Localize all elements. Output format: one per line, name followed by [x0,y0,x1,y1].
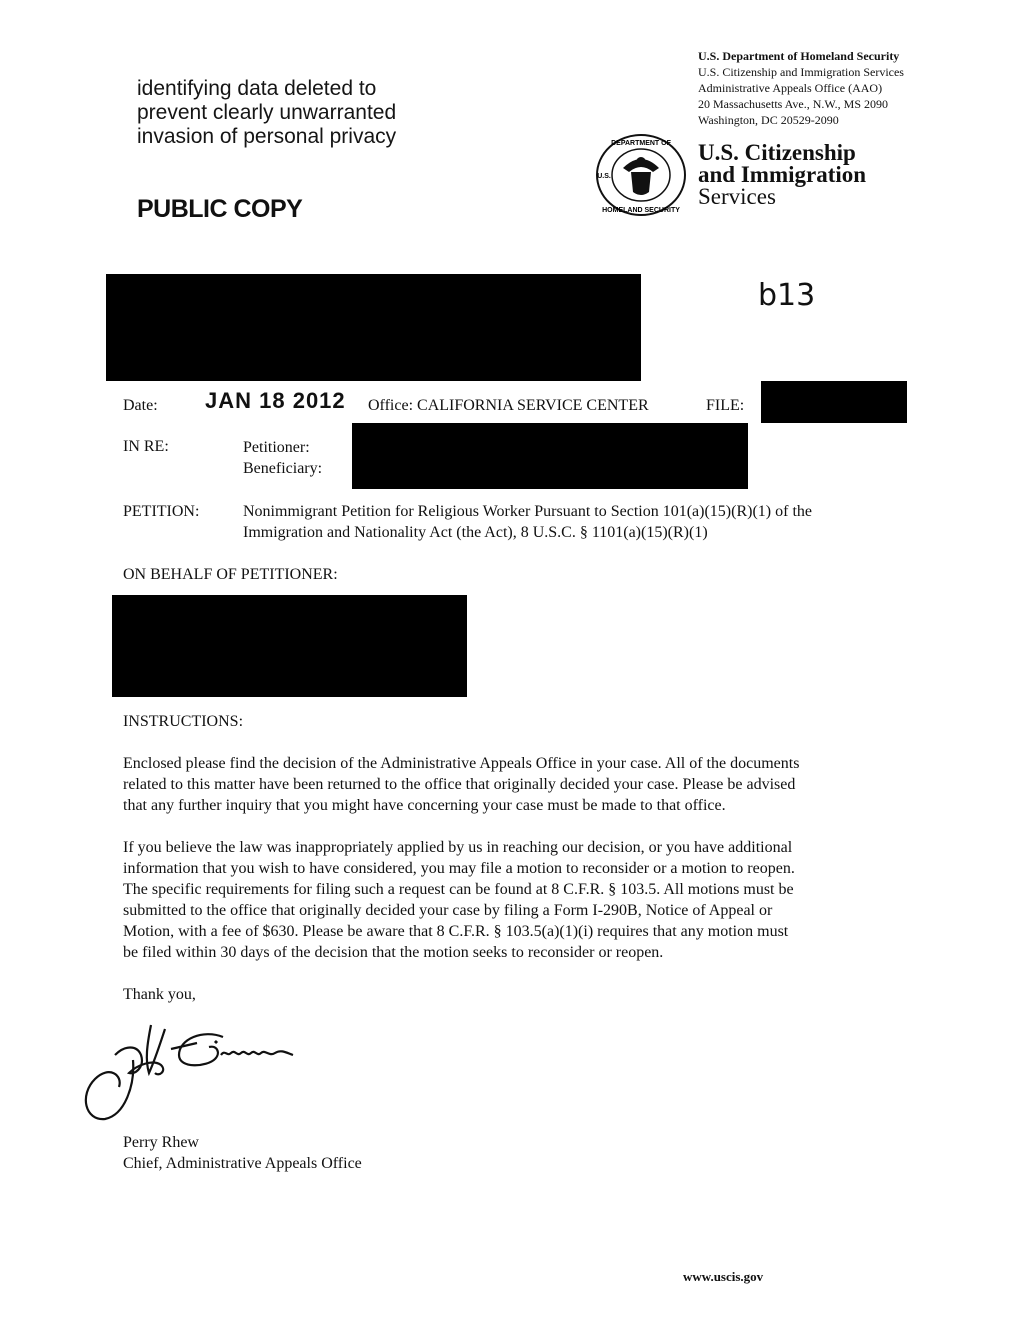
paragraph-line: Enclosed please find the decision of the Administrative Appeals Office in your case. All of the documents [123,755,800,772]
petition-label: PETITION: [123,503,200,520]
petition-description [243,501,923,543]
department-name: U.S. Department of Homeland Security [698,49,900,63]
privacy-stamp-line: prevent clearly unwarranted [137,101,397,124]
petition-line: Nonimmigrant Petition for Religious Worker Pursuant to Section 101(a)(15)(R)(1) of the [243,503,812,520]
office-label: Office: CALIFORNIA SERVICE CENTER [368,397,649,414]
agency-line: and Immigration [698,162,867,187]
paragraph-line: that any further inquiry that you might have concerning your case must be made to that office. [123,797,726,814]
date-label: Date: [123,397,158,414]
redaction-block [761,381,907,423]
website-link[interactable]: www.uscis.gov [683,1269,764,1284]
public-copy-stamp: PUBLIC COPY [137,195,303,223]
agency-line: U.S. Citizenship [698,140,856,165]
redaction-block [106,274,641,381]
paragraph-line: related to this matter have been returned to the office that originally decided your case. Please be advised [123,776,796,793]
letterhead-address [698,49,904,128]
paragraph-line: Motion, with a fee of $630. Please be aware that 8 C.F.R. § 103.5(a)(1)(i) requires that any motion must [123,923,789,940]
petition-line: Immigration and Nationality Act (the Act), 8 U.S.C. § 1101(a)(15)(R)(1) [243,524,708,541]
seal-text-bottom: HOMELAND SECURITY [602,207,680,214]
instructions-heading: INSTRUCTIONS: [123,713,244,730]
signer-title: Chief, Administrative Appeals Office [123,1155,362,1172]
paragraph-line: information that you wish to have considered, you may file a motion to reconsider or a motion to reopen. [123,860,795,877]
privacy-stamp-line: identifying data deleted to [137,77,377,100]
closing: Thank you, [123,986,196,1003]
address-line: Washington, DC 20529-2090 [698,113,839,127]
petitioner-label: Petitioner: [243,439,310,456]
privacy-stamp-line: invasion of personal privacy [137,125,397,148]
address-line: 20 Massachusetts Ave., N.W., MS 2090 [698,97,888,111]
file-label: FILE: [706,397,745,414]
on-behalf-label: ON BEHALF OF PETITIONER: [123,566,338,583]
redaction-block [112,595,467,697]
in-re-label: IN RE: [123,438,169,455]
instructions-paragraph-1 [123,753,913,816]
seal-text-top: DEPARTMENT OF [611,140,671,147]
beneficiary-label: Beneficiary: [243,460,323,477]
paragraph-line: submitted to the office that originally decided your case by filing a Form I-290B, Notice of Appeal or [123,902,773,919]
address-line: U.S. Citizenship and Immigration Services [698,65,904,79]
paragraph-line: If you believe the law was inappropriately applied by us in reaching our decision, or you have additional [123,839,793,856]
paragraph-line: be filed within 30 days of the decision that the motion seeks to reconsider or reopen. [123,944,664,961]
date-stamp: JAN 18 2012 [205,388,346,413]
handwritten-note: b13 [758,278,816,313]
signature-image [75,1015,305,1125]
instructions-paragraph-2 [123,837,913,963]
redaction-block [352,423,748,489]
seal-text-left: U.S. [597,173,611,180]
dhs-seal-icon [593,132,689,218]
agency-name [698,142,866,208]
paragraph-line: The specific requirements for filing such a request can be found at 8 C.F.R. § 103.5. All motions must be [123,881,794,898]
agency-line: Services [698,184,776,209]
address-line: Administrative Appeals Office (AAO) [698,81,883,95]
signer-name: Perry Rhew [123,1134,199,1151]
privacy-stamp [137,77,396,149]
